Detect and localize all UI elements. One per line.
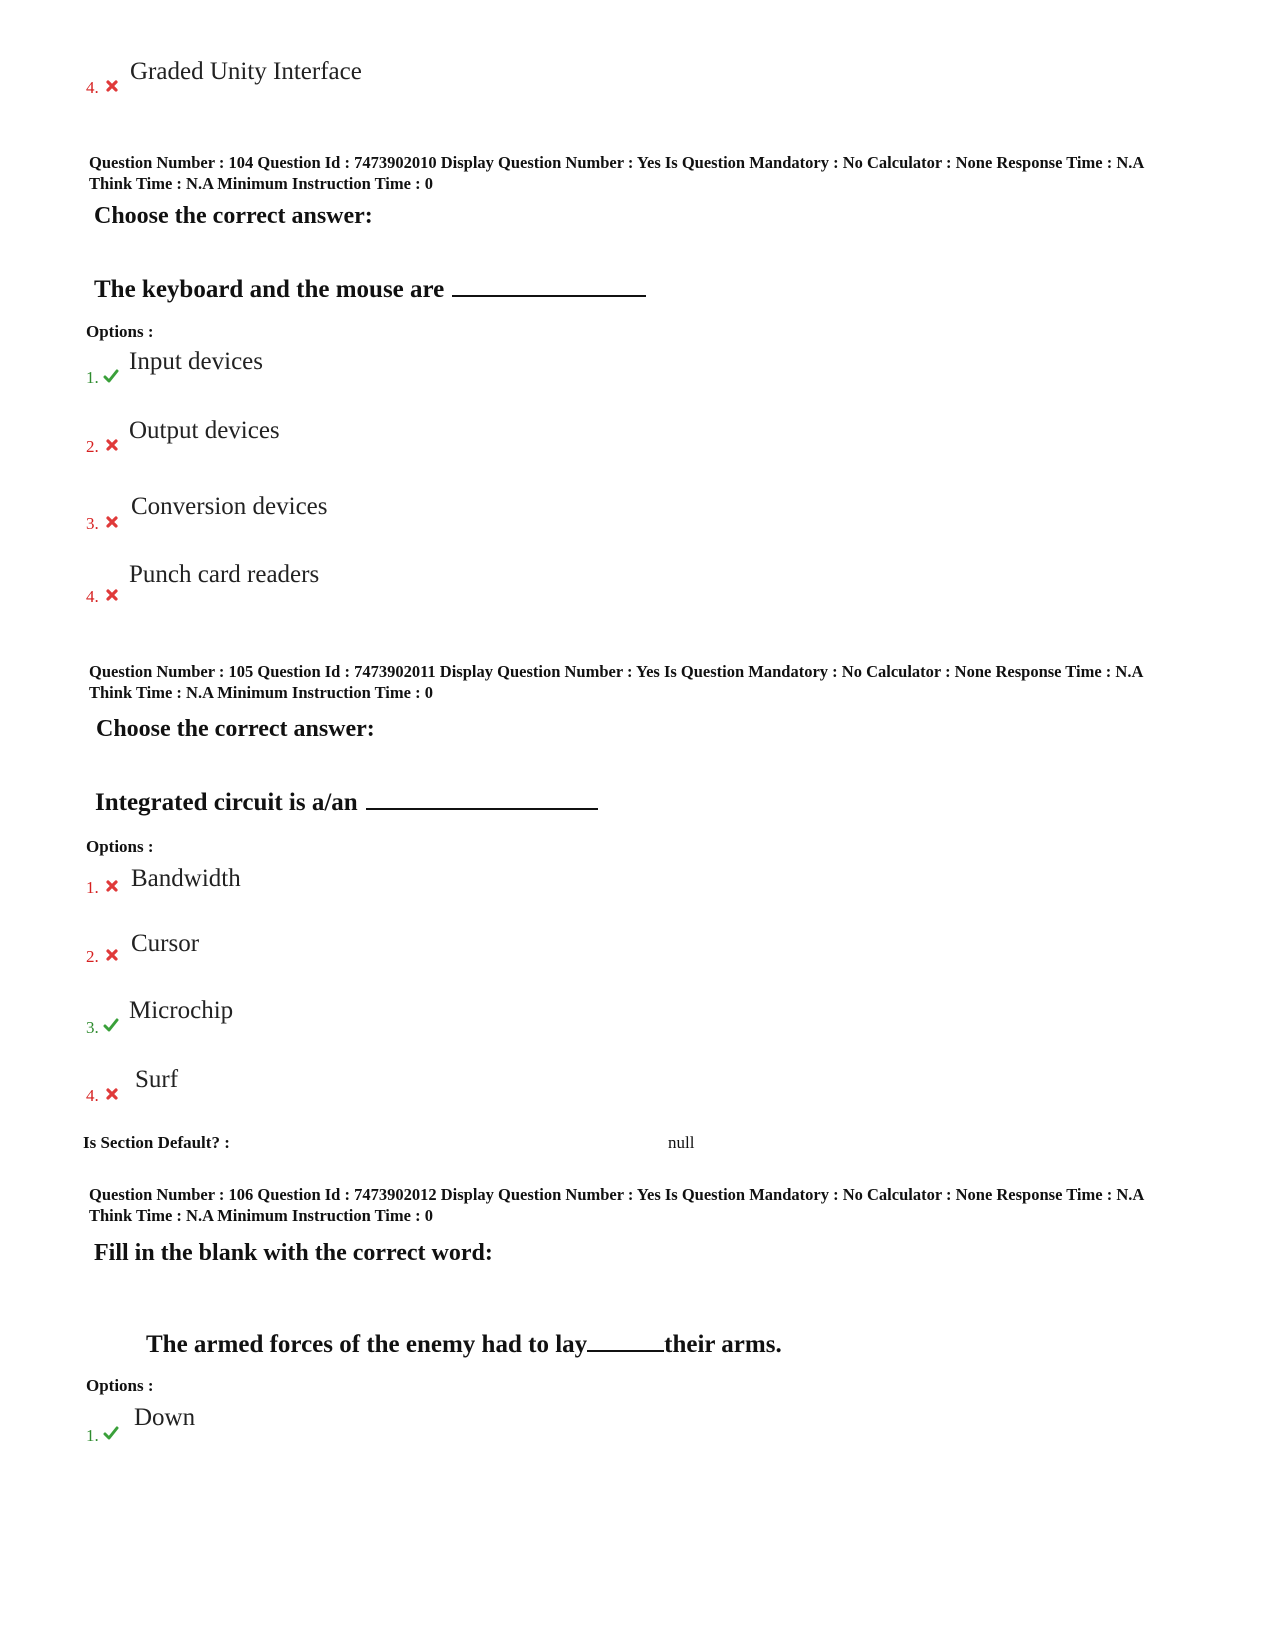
answer-blank bbox=[452, 294, 646, 297]
cross-icon bbox=[104, 1086, 120, 1102]
cross-icon bbox=[104, 587, 120, 603]
cross-icon bbox=[104, 437, 120, 453]
question-meta-105: Question Number : 105 Question Id : 7473902011 Display Question Number : Yes Is Question Mandatory : No Calculator : None Response Time : N.A Think Time : N.A Minimum Instruction Time : 0 bbox=[89, 662, 1143, 702]
question-text-105 bbox=[95, 789, 598, 817]
options-label: Options : bbox=[86, 322, 154, 341]
option-row bbox=[86, 78, 99, 98]
option-text: Output devices bbox=[129, 417, 280, 444]
section-default-label: Is Section Default? : bbox=[83, 1133, 230, 1152]
option-number: 4. bbox=[86, 587, 99, 606]
option-text: Down bbox=[134, 1404, 196, 1431]
option-text: Bandwidth bbox=[131, 865, 241, 892]
question-heading-105: Choose the correct answer: bbox=[96, 716, 375, 742]
answer-blank bbox=[587, 1349, 664, 1352]
cross-icon bbox=[104, 878, 120, 894]
cross-icon bbox=[104, 947, 120, 963]
check-icon bbox=[103, 368, 119, 384]
option-number: 3. bbox=[86, 1018, 99, 1037]
option-number: 3. bbox=[86, 514, 99, 533]
question-stem: The keyboard and the mouse are bbox=[94, 276, 445, 303]
option-text: Microchip bbox=[129, 997, 234, 1024]
option-text: Surf bbox=[135, 1066, 179, 1093]
answer-blank bbox=[366, 807, 598, 810]
question-stem: Integrated circuit is a/an bbox=[95, 789, 358, 816]
option-number: 4. bbox=[86, 1086, 99, 1105]
options-label: Options : bbox=[86, 837, 154, 856]
check-icon bbox=[103, 1425, 119, 1441]
option-number: 1. bbox=[86, 878, 99, 897]
question-stem: The armed forces of the enemy had to lay bbox=[146, 1331, 588, 1358]
options-label: Options : bbox=[86, 1376, 154, 1395]
question-heading-104: Choose the correct answer: bbox=[94, 203, 373, 229]
check-icon bbox=[103, 1017, 119, 1033]
option-text: Conversion devices bbox=[131, 493, 328, 520]
question-meta-106: Question Number : 106 Question Id : 7473902012 Display Question Number : Yes Is Question Mandatory : No Calculator : None Response Time : N.A Think Time : N.A Minimum Instruction Time : 0 bbox=[89, 1185, 1144, 1225]
option-number: 1. bbox=[86, 368, 99, 387]
question-stem-end: their arms. bbox=[664, 1331, 782, 1358]
option-number: 1. bbox=[86, 1426, 99, 1445]
option-number: 2. bbox=[86, 437, 99, 456]
option-text: Punch card readers bbox=[129, 561, 320, 588]
cross-icon bbox=[104, 78, 120, 94]
option-text: Graded Unity Interface bbox=[130, 58, 362, 85]
question-heading-106: Fill in the blank with the correct word: bbox=[94, 1240, 493, 1266]
question-text-104 bbox=[94, 276, 646, 304]
question-text-106 bbox=[146, 1331, 782, 1359]
question-meta-104: Question Number : 104 Question Id : 7473902010 Display Question Number : Yes Is Question Mandatory : No Calculator : None Response Time : N.A Think Time : N.A Minimum Instruction Time : 0 bbox=[89, 153, 1144, 193]
cross-icon bbox=[104, 514, 120, 530]
option-number: 2. bbox=[86, 947, 99, 966]
option-number: 4. bbox=[86, 78, 99, 97]
option-text: Cursor bbox=[131, 930, 200, 957]
section-default-value: null bbox=[668, 1133, 695, 1152]
option-text: Input devices bbox=[129, 348, 263, 375]
